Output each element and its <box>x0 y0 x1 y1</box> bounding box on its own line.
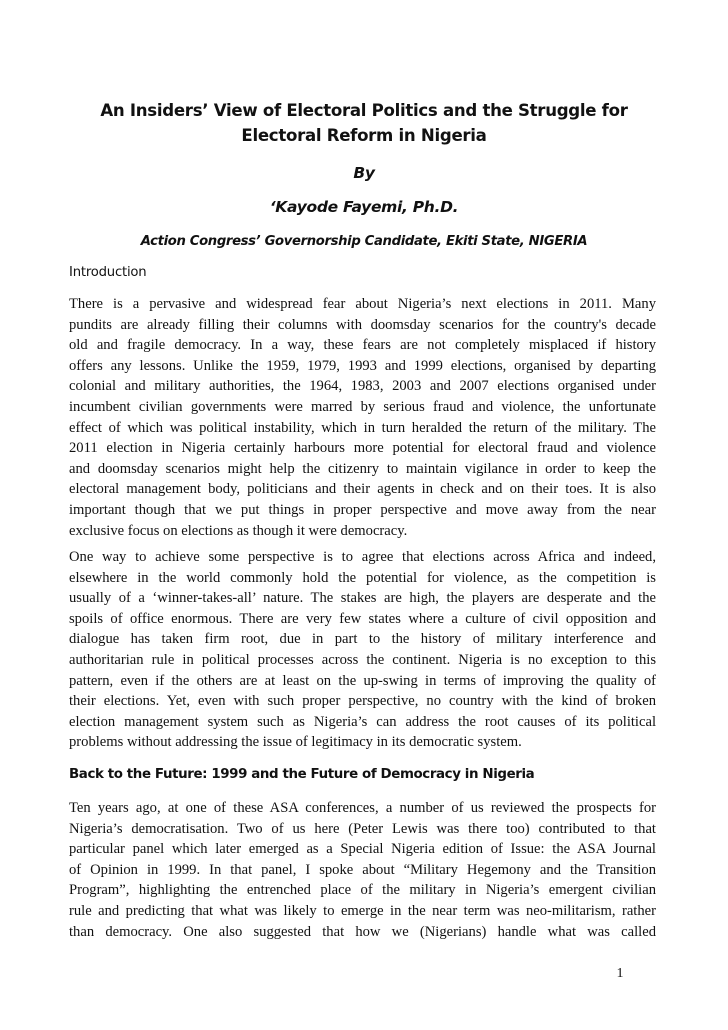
paragraph-line: dialogue has taken firm root, due in part to the history of military interference and <box>69 631 656 648</box>
document-title <box>60 98 668 148</box>
title-line-2: Electoral Reform in Nigeria <box>241 126 487 145</box>
paragraph-line: and doomsday scenarios might help the citizenry to maintain vigilance in order to keep the <box>69 460 656 477</box>
by-label: By <box>353 164 375 182</box>
paragraph-line: incumbent civilian governments were marred by serious fraud and violence, the unfortunate <box>69 398 656 415</box>
title-line-1: An Insiders’ View of Electoral Politics and the Struggle for <box>100 101 628 120</box>
paragraph-1 <box>69 294 656 541</box>
paragraph-3 <box>69 798 656 942</box>
page-number: 1 <box>616 966 624 981</box>
paragraph-line: effect of which was political instability, which in turn heralded the return of the military. The <box>69 419 656 436</box>
paragraph-2 <box>69 547 656 753</box>
paragraph-line: There is a pervasive and widespread fear about Nigeria’s next elections in 2011. Many <box>69 296 656 312</box>
paragraph-line: elsewhere in the world commonly hold the potential for violence, as the competition is <box>69 569 656 586</box>
paragraph-line: Nigeria’s democratisation. Two of us here (Peter Lewis was there too) contributed to that <box>69 820 656 837</box>
paragraph-line: offers any lessons. Unlike the 1959, 1979, 1993 and 1999 elections, organised by departing <box>69 357 656 374</box>
author-affiliation: Action Congress’ Governorship Candidate, Ekiti State, NIGERIA <box>140 234 588 249</box>
paragraph-line: One way to achieve some perspective is to agree that elections across Africa and indeed, <box>69 549 656 565</box>
paragraph-line: problems without addressing the issue of legitimacy in its democratic system. <box>69 734 522 751</box>
paragraph-line: colonial and military authorities, the 1964, 1983, 2003 and 2007 elections organised under <box>69 378 656 395</box>
introduction-heading: Introduction <box>69 265 147 280</box>
paragraph-line: election management system such as Nigeria’s can address the root causes of its political <box>69 713 656 730</box>
paragraph-line: pundits are already filling their columns with doomsday scenarios for the country's decade <box>69 316 656 333</box>
paragraph-line: authoritarian rule in political processes across the continent. Nigeria is no exception to this <box>69 651 656 668</box>
paragraph-line: of Opinion in 1999. In that panel, I spoke about “Military Hegemony and the Transition <box>69 861 656 878</box>
paragraph-line: pattern, even if the others are at least on the up-swing in terms of improving the quality of <box>69 672 656 689</box>
paragraph-line: electoral management body, politicians and their agents in check and on their toes. It is also <box>69 481 656 498</box>
paragraph-line: 2011 election in Nigeria certainly harbours more potential for electoral fraud and violence <box>69 440 656 457</box>
paragraph-line: old and fragile democracy. In a way, these fears are not completely misplaced if history <box>69 337 656 354</box>
paragraph-line: spoils of office enormous. There are very few states where a culture of civil opposition and <box>69 610 656 627</box>
paragraph-line: Program”, highlighting the entrenched place of the military in Nigeria’s emergent civilian <box>69 882 656 899</box>
paragraph-line: exclusive focus on elections as though it were democracy. <box>69 522 408 539</box>
paragraph-line: usually of a ‘winner-takes-all’ nature. The stakes are high, the players are desperate and the <box>69 590 656 607</box>
author-name: ‘Kayode Fayemi, Ph.D. <box>269 198 459 216</box>
paragraph-line: Ten years ago, at one of these ASA conferences, a number of us reviewed the prospects for <box>69 800 656 816</box>
paragraph-line: than democracy. One also suggested that how we (Nigerians) handle what was called <box>69 923 656 940</box>
paragraph-line: important though that we put things in proper perspective and move away from the near <box>69 501 656 518</box>
section-heading: Back to the Future: 1999 and the Future of Democracy in Nigeria <box>69 767 535 782</box>
paragraph-line: their elections. Yet, even with such proper perspective, no country with the kind of broken <box>69 693 656 710</box>
paragraph-line: rule and predicting that what was likely to emerge in the near term was neo-militarism, rather <box>69 902 656 919</box>
paragraph-line: particular panel which later emerged as a Special Nigeria edition of Issue: the ASA Journal <box>69 841 656 858</box>
